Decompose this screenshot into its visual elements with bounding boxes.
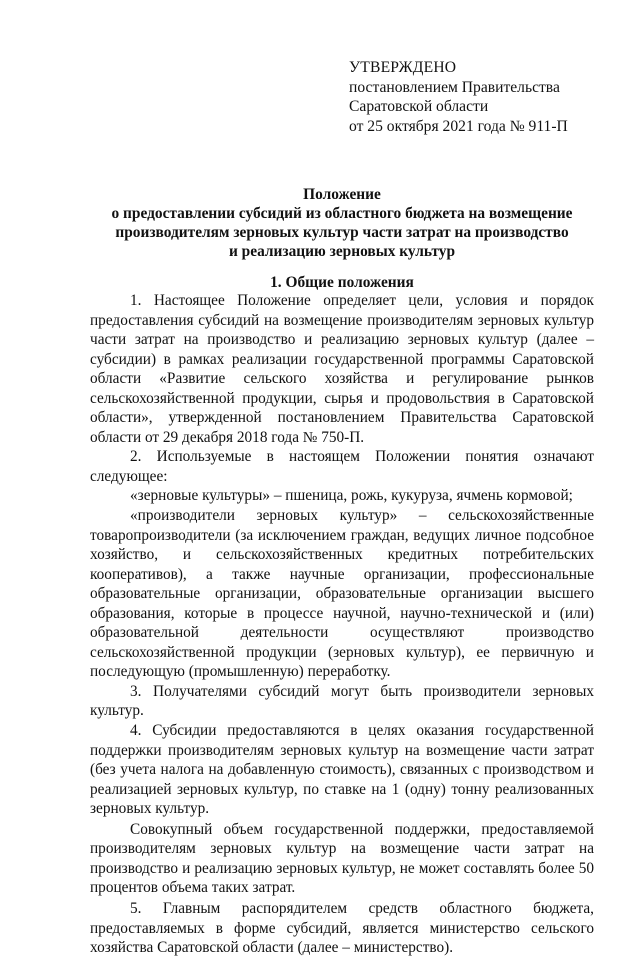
- title-line-1: Положение: [303, 186, 381, 203]
- title-line-4: и реализацию зерновых культур: [228, 243, 456, 260]
- paragraph-2: 2. Используемые в настоящем Положении понятия означают следующее:: [90, 448, 594, 485]
- document-title: [90, 185, 594, 261]
- approval-stamp: [349, 58, 568, 136]
- section-heading: 1. Общие положения: [270, 274, 414, 291]
- paragraph-definition-crops: «зерновые культуры» – пшеница, рожь, кукуруза, ячмень кормовой;: [130, 487, 573, 505]
- paragraph-definition-producers: «производители зерновых культур» – сельскохозяйственные товаропроизводители (за исключением граждан, ведущих личное подсобное хозяйство, и сельскохозяйственных кредитных потребительских кооперативов), а также научные организации, профессиональные образовательные организации, образовательные организации высшего образования, которые в процессе научной, научно-технической и (или) образовательной деятельности осуществляют производство сельскохозяйственной продукции (зерновых культур), ее первичную и последующую (промышленную) переработку.: [90, 507, 594, 681]
- paragraph-1: 1. Настоящее Положение определяет цели, условия и порядок предоставления субсидий на возмещение производителям зерновых культур части затрат на производство и реализацию зерновых культур (далее – субсидии) в рамках реализации государственной программы Саратовской области «Развитие сельского хозяйства и регулирование рынков сельскохозяйственной продукции, сырья и продовольствия в Саратовской области», утвержденной постановлением Правительства Саратовской области от 29 декабря 2018 года № 750-П.: [90, 292, 594, 446]
- title-line-3: производителям зерновых культур части затрат на производство: [115, 224, 569, 241]
- paragraph-5: 5. Главным распорядителем средств областного бюджета, предоставляемых в форме субсидий, является министерство сельского хозяйства Саратовской области (далее – министерство).: [90, 899, 594, 957]
- document-body: [90, 291, 594, 958]
- approval-heading: УТВЕРЖДЕНО: [349, 59, 457, 76]
- paragraph-4: 4. Субсидии предоставляются в целях оказания государственной поддержки производителям зерновых культур на возмещение части затрат (без учета налога на добавленную стоимость), связанных с производством и реализацией зерновых культур, по ставке на 1 (одну) тонну реализованных зерновых культур.: [90, 722, 594, 818]
- approval-line-3: от 25 октября 2021 года № 911-П: [349, 117, 568, 135]
- title-line-2: о предоставлении субсидий из областного бюджета на возмещение: [111, 205, 573, 222]
- paragraph-3: 3. Получателями субсидий могут быть производители зерновых культур.: [90, 682, 594, 720]
- approval-line-1: постановлением Правительства: [349, 78, 560, 96]
- approval-line-2: Саратовской области: [349, 98, 489, 115]
- paragraph-4-continued: Совокупный объем государственной поддержки, предоставляемой производителям зерновых культур на возмещение части затрат на производство и реализацию зерновых культур, не может составлять более 50 процентов объема таких затрат.: [90, 820, 594, 897]
